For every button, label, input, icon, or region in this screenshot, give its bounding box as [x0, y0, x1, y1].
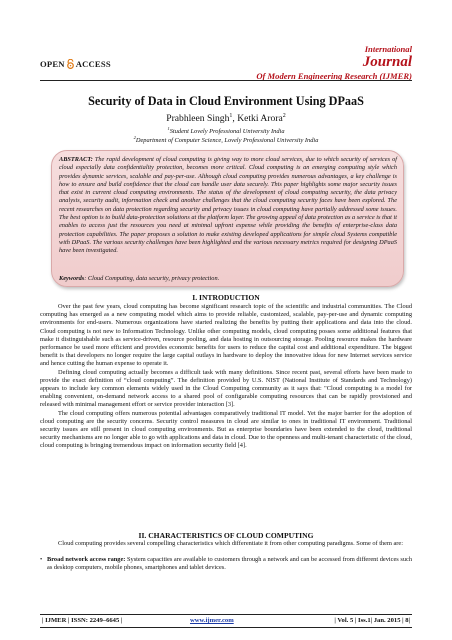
bullet-item: [40, 556, 412, 572]
open-access-lock-icon: [66, 59, 75, 69]
affiliation-1: [40, 126, 412, 135]
paragraph: Cloud computing provides several compelling characteristics which differentiate it from other computing paradigms. Some of them are:: [58, 540, 403, 547]
abstract-label: ABSTRACT:: [59, 156, 93, 163]
paragraph: Defining cloud computing actually becomes a difficult task with many definitions. Since recent past, several efforts have been made to provide the exact definition of “cloud computing”. The definition provided by U.S. NIST (National Institute of Standards and Technology) appears to include key common elements widely used in the Cloud Computing community as it says that: "Cloud computing is a model for enabling convenient, on-demand network access to a shared pool of configurable computing resources that can be rapidly provisioned and released with minimal management effort or service provider interaction [3].: [40, 368, 412, 409]
affiliation-marker: 1: [167, 126, 170, 131]
bullet-text: System capacities are available to customers through a network and can be accessed from different devices such as desktop computers, mobile phones, smartphones and tablet devices.: [47, 556, 412, 572]
section-heading-characteristics: II. CHARACTERISTICS OF CLOUD COMPUTING: [138, 531, 314, 540]
footer-website-link[interactable]: www.ijmer.com: [190, 617, 234, 624]
page-footer: [40, 614, 412, 628]
bullet-label: Broad network access range:: [47, 556, 126, 563]
author-name: Ketki Arora: [237, 113, 283, 125]
characteristics-body: [40, 540, 412, 548]
keywords-line: [59, 275, 397, 283]
author-affiliation-marker: 2: [282, 113, 286, 119]
header-divider: [40, 80, 412, 81]
affiliation-text: Department of Computer Science, Lovely Professional University India: [135, 137, 319, 145]
journal-masthead: [0, 0, 452, 86]
journal-line-name: Of Modern Engineering Research (IJMER): [256, 71, 412, 81]
open-access-right-text: ACCESS: [75, 59, 111, 69]
introduction-body: [40, 303, 412, 451]
open-access-left-text: OPEN: [40, 59, 65, 69]
bullet-icon: •: [40, 556, 43, 563]
section-heading-introduction: I. INTRODUCTION: [192, 293, 260, 302]
keywords-label: Keywords: [59, 275, 85, 282]
paragraph: The cloud computing offers numerous potential advantages comparatively traditional IT model. Yet the major barrier for the adoption of cloud computing are the security concerns. Security control measures in cloud are similar to ones in traditional IT environment. Traditional security issues are still present in cloud computing environments. But as enterprise boundaries have been extended to the cloud, traditional security mechanisms are no longer able to go with applications and data in cloud. Due to the openness and multi-tenant characteristic of the cloud, cloud computing is bringing tremendous impact on information security field [4].: [40, 409, 412, 450]
journal-line-journal: Journal: [362, 54, 412, 70]
affiliation-marker: 2: [133, 135, 136, 140]
author-separator: ,: [232, 113, 238, 125]
author-name: Prabhleen Singh: [166, 113, 230, 125]
footer-volume-page: | Vol. 5 | Iss.1| Jan. 2015 | 8|: [334, 617, 410, 624]
journal-title-block: [256, 44, 412, 81]
abstract-body: [59, 156, 397, 256]
abstract-text: The rapid development of cloud computing is giving way to more cloud services, due to which security of services of cloud especially data confidentiality protection, becomes more critical. Cloud computing is an emerging computing style which provides dynamic services, scalable and pay-per-use. Although cloud computing provides numerous advantages, a key challenge is how to ensure and build confidence that the cloud can handle user data securely. This paper highlights some major security issues that exist in current cloud computing environments. The status of the development of cloud computing security, the data privacy analysis, security audit, information check and another challenges that the cloud computing security faces have been explored. The recent researches on data protection regarding security and privacy issues in cloud computing have partially addressed some issues. The best option is to build data-protection solutions at the platform layer. The growing appeal of data protection as a service is that it enables to access just the resources you need at minimal upfront expense while providing the benefits of enterprise-class data protection capabilities. The paper proposes a solution to make existing developed applications for simple cloud Systems compatible with DPaaS. The various security challenges have been highlighted and the various necessary metrics required for designing DPaaS have been investigated.: [59, 156, 397, 255]
author-affiliation-marker: 1: [229, 113, 233, 119]
affiliation-text: Student Lovely Professional University India: [169, 128, 285, 136]
keywords-text: : Cloud Computing, data security, privacy protection.: [84, 275, 220, 282]
footer-issn: | IJMER | ISSN: 2249–6645 |: [42, 617, 123, 624]
open-access-logo: [40, 59, 111, 69]
author-list: [40, 113, 412, 124]
journal-line-international: International: [364, 44, 412, 54]
paragraph: Over the past few years, cloud computing has become significant research topic of the scientific and industrial communities. The Cloud computing has emerged as a new computing model which aims to provide reliable, customized, scalable, pay-per-use and dynamic computing environments for end-users. Numerous organizations have started realizing the benefits by putting their applications and data into the cloud. Cloud computing is not new to Information Technology. Unlike other computing models, cloud computing posses some additional features that make it distinguishable such as service-driven, resource pooling, and data hosting in outsourcing storage. Pooling resource makes the hardware performance be used more efficient and provides economic benefits for users to reduce the capital cost and additional expenditure. The biggest benefit is that developers no longer require the large capital outlays in hardware to deploy the innovative ideas for new Internet services service and hence cutting the human expense to operate it.: [40, 303, 412, 368]
affiliation-2: [40, 135, 412, 144]
paper-title: Security of Data in Cloud Environment Using DPaaS: [88, 94, 364, 108]
